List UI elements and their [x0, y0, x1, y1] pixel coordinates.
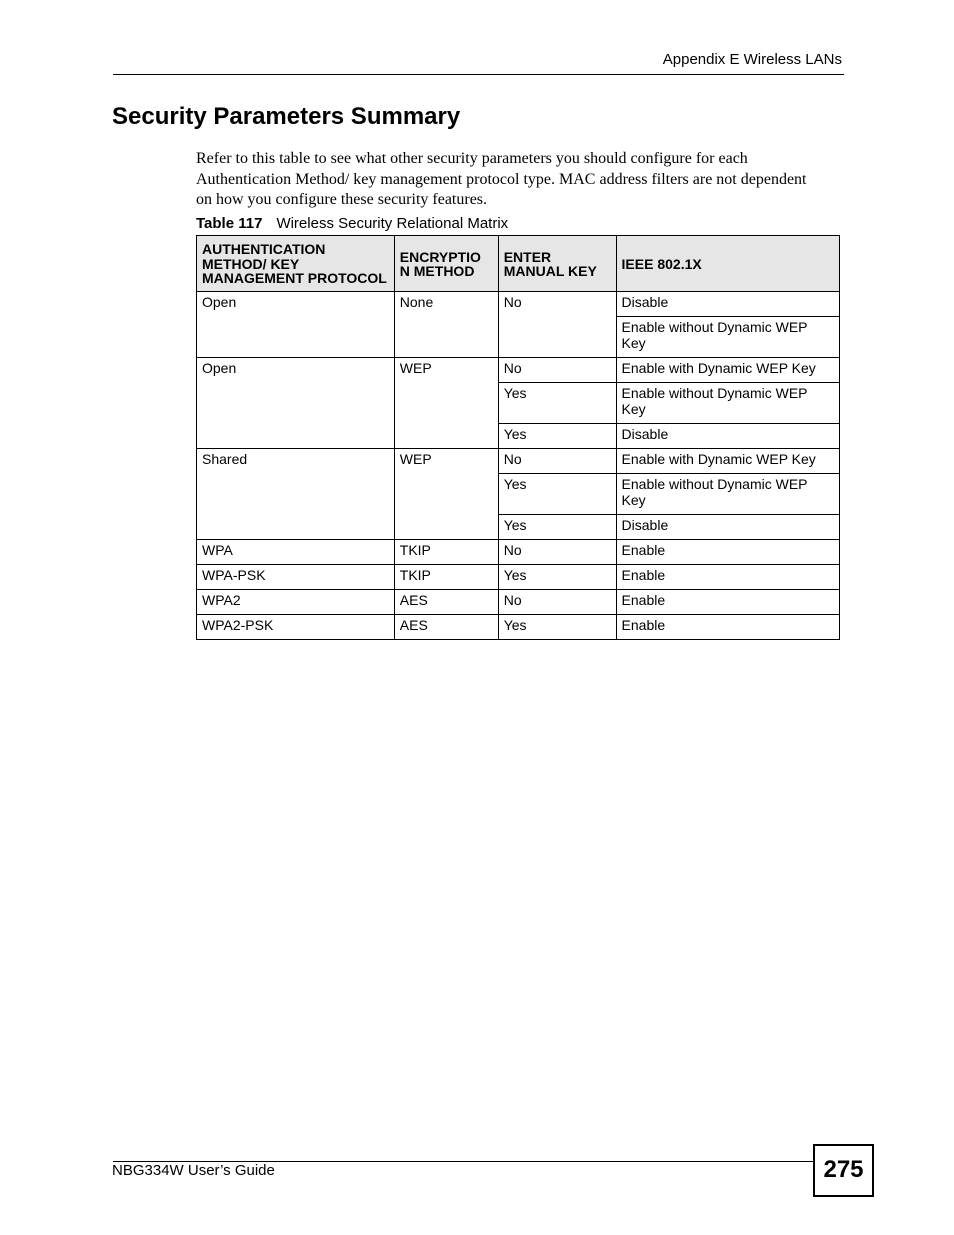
- cell-ieee: Enable with Dynamic WEP Key: [616, 358, 839, 383]
- cell-ieee: Disable: [616, 515, 839, 540]
- cell-manual-key: No: [498, 449, 616, 474]
- cell-auth: WPA: [197, 540, 395, 565]
- page-number: 275: [813, 1144, 874, 1197]
- running-header: Appendix E Wireless LANs: [662, 51, 842, 68]
- table-row: [197, 615, 840, 640]
- cell-encryption: TKIP: [394, 565, 498, 590]
- cell-ieee: Enable with Dynamic WEP Key: [616, 449, 839, 474]
- table-caption: [196, 215, 508, 232]
- cell-encryption: WEP: [394, 449, 498, 540]
- cell-encryption: WEP: [394, 358, 498, 449]
- cell-ieee: Enable: [616, 590, 839, 615]
- header-ieee-8021x: IEEE 802.1X: [616, 236, 839, 292]
- cell-auth: Shared: [197, 449, 395, 540]
- cell-ieee: Enable: [616, 565, 839, 590]
- cell-ieee: Enable without Dynamic WEP Key: [616, 317, 839, 358]
- cell-manual-key: Yes: [498, 615, 616, 640]
- cell-manual-key: Yes: [498, 565, 616, 590]
- cell-encryption: AES: [394, 590, 498, 615]
- security-matrix-table: [196, 235, 840, 640]
- table-row: [197, 590, 840, 615]
- cell-manual-key: No: [498, 590, 616, 615]
- cell-manual-key: Yes: [498, 424, 616, 449]
- cell-auth: Open: [197, 358, 395, 449]
- table-row: [197, 540, 840, 565]
- cell-manual-key: Yes: [498, 383, 616, 424]
- header-encryption-method: ENCRYPTIO N METHOD: [394, 236, 498, 292]
- cell-ieee: Enable: [616, 540, 839, 565]
- page-title: Security Parameters Summary: [112, 103, 461, 130]
- footer-guide-title: NBG334W User’s Guide: [112, 1162, 275, 1179]
- table-caption-number: Table 117: [196, 215, 263, 232]
- cell-auth: WPA-PSK: [197, 565, 395, 590]
- table-row: [197, 565, 840, 590]
- cell-encryption: TKIP: [394, 540, 498, 565]
- cell-ieee: Enable: [616, 615, 839, 640]
- cell-manual-key: No: [498, 292, 616, 358]
- cell-manual-key: Yes: [498, 515, 616, 540]
- cell-ieee: Disable: [616, 292, 839, 317]
- table-row: [197, 358, 840, 383]
- table-row: [197, 292, 840, 317]
- cell-ieee: Enable without Dynamic WEP Key: [616, 383, 839, 424]
- cell-manual-key: No: [498, 358, 616, 383]
- cell-manual-key: No: [498, 540, 616, 565]
- intro-paragraph: Refer to this table to see what other security parameters you should configure for each Authentication Method/ key management protocol type. MAC address filters are not dependent on how you configure these security features.: [196, 150, 807, 208]
- header-manual-key: ENTER MANUAL KEY: [498, 236, 616, 292]
- header-auth-method: AUTHENTICATION METHOD/ KEY MANAGEMENT PROTOCOL: [197, 236, 395, 292]
- cell-ieee: Disable: [616, 424, 839, 449]
- cell-encryption: None: [394, 292, 498, 358]
- table-caption-title: Wireless Security Relational Matrix: [276, 215, 509, 232]
- header-divider: [113, 74, 844, 75]
- cell-encryption: AES: [394, 615, 498, 640]
- cell-manual-key: Yes: [498, 474, 616, 515]
- cell-ieee: Enable without Dynamic WEP Key: [616, 474, 839, 515]
- cell-auth: Open: [197, 292, 395, 358]
- table-row: [197, 449, 840, 474]
- cell-auth: WPA2-PSK: [197, 615, 395, 640]
- table-header-row: [197, 236, 840, 292]
- cell-auth: WPA2: [197, 590, 395, 615]
